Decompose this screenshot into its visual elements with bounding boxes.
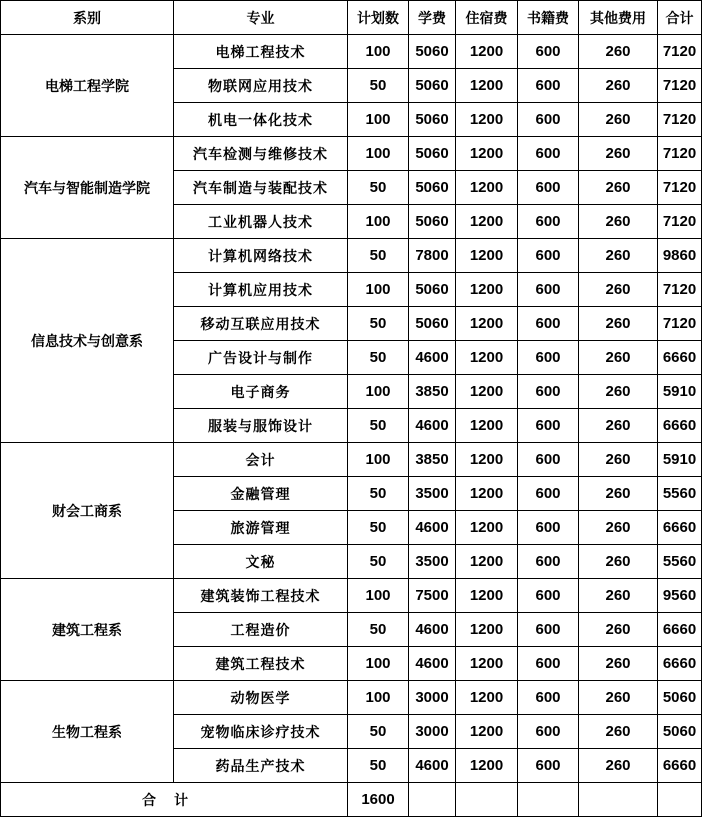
- books-cell: 600: [518, 409, 579, 443]
- dorm-cell: 1200: [456, 69, 518, 103]
- tuition-cell: 3000: [409, 681, 456, 715]
- dorm-cell: 1200: [456, 341, 518, 375]
- total-cell: 6660: [658, 409, 702, 443]
- header-total: 合计: [658, 1, 702, 35]
- dorm-cell: 1200: [456, 511, 518, 545]
- total-cell: 7120: [658, 35, 702, 69]
- footer-plan-total: 1600: [348, 783, 409, 817]
- plan-cell: 100: [348, 375, 409, 409]
- major-cell: 计算机网络技术: [174, 239, 348, 273]
- major-cell: 汽车制造与装配技术: [174, 171, 348, 205]
- books-cell: 600: [518, 341, 579, 375]
- tuition-cell: 5060: [409, 273, 456, 307]
- other-cell: 260: [579, 273, 658, 307]
- header-plan: 计划数: [348, 1, 409, 35]
- books-cell: 600: [518, 103, 579, 137]
- tuition-cell: 5060: [409, 205, 456, 239]
- plan-cell: 50: [348, 341, 409, 375]
- tuition-cell: 5060: [409, 137, 456, 171]
- footer-empty-cell: [456, 783, 518, 817]
- header-row: [1, 1, 702, 35]
- other-cell: 260: [579, 239, 658, 273]
- footer-empty-cell: [579, 783, 658, 817]
- books-cell: 600: [518, 579, 579, 613]
- dorm-cell: 1200: [456, 307, 518, 341]
- major-cell: 动物医学: [174, 681, 348, 715]
- other-cell: 260: [579, 35, 658, 69]
- table-body: [1, 35, 702, 783]
- major-cell: 计算机应用技术: [174, 273, 348, 307]
- other-cell: 260: [579, 715, 658, 749]
- table-row: [1, 137, 702, 171]
- tuition-cell: 7500: [409, 579, 456, 613]
- major-cell: 宠物临床诊疗技术: [174, 715, 348, 749]
- books-cell: 600: [518, 545, 579, 579]
- major-cell: 工程造价: [174, 613, 348, 647]
- books-cell: 600: [518, 647, 579, 681]
- tuition-cell: 4600: [409, 749, 456, 783]
- plan-cell: 100: [348, 443, 409, 477]
- other-cell: 260: [579, 307, 658, 341]
- dorm-cell: 1200: [456, 647, 518, 681]
- total-cell: 6660: [658, 647, 702, 681]
- dorm-cell: 1200: [456, 171, 518, 205]
- other-cell: 260: [579, 477, 658, 511]
- plan-cell: 50: [348, 307, 409, 341]
- header-tuition: 学费: [409, 1, 456, 35]
- major-cell: 药品生产技术: [174, 749, 348, 783]
- other-cell: 260: [579, 137, 658, 171]
- header-other: 其他费用: [579, 1, 658, 35]
- tuition-cell: 3000: [409, 715, 456, 749]
- books-cell: 600: [518, 511, 579, 545]
- plan-cell: 50: [348, 239, 409, 273]
- total-cell: 9560: [658, 579, 702, 613]
- major-cell: 建筑装饰工程技术: [174, 579, 348, 613]
- footer-total-label: 合计: [1, 783, 348, 817]
- dorm-cell: 1200: [456, 443, 518, 477]
- total-cell: 6660: [658, 511, 702, 545]
- total-cell: 7120: [658, 69, 702, 103]
- tuition-cell: 4600: [409, 647, 456, 681]
- header-dorm: 住宿费: [456, 1, 518, 35]
- other-cell: 260: [579, 511, 658, 545]
- other-cell: 260: [579, 443, 658, 477]
- plan-cell: 100: [348, 205, 409, 239]
- major-cell: 服装与服饰设计: [174, 409, 348, 443]
- major-cell: 旅游管理: [174, 511, 348, 545]
- total-cell: 7120: [658, 273, 702, 307]
- books-cell: 600: [518, 749, 579, 783]
- total-cell: 5910: [658, 443, 702, 477]
- major-cell: 金融管理: [174, 477, 348, 511]
- table-row: [1, 681, 702, 715]
- plan-cell: 50: [348, 511, 409, 545]
- major-cell: 文秘: [174, 545, 348, 579]
- table-row: [1, 443, 702, 477]
- books-cell: 600: [518, 239, 579, 273]
- footer-empty-cell: [518, 783, 579, 817]
- tuition-cell: 3500: [409, 477, 456, 511]
- plan-cell: 100: [348, 647, 409, 681]
- other-cell: 260: [579, 749, 658, 783]
- other-cell: 260: [579, 681, 658, 715]
- other-cell: 260: [579, 205, 658, 239]
- dorm-cell: 1200: [456, 273, 518, 307]
- dorm-cell: 1200: [456, 477, 518, 511]
- other-cell: 260: [579, 103, 658, 137]
- other-cell: 260: [579, 341, 658, 375]
- dorm-cell: 1200: [456, 409, 518, 443]
- other-cell: 260: [579, 171, 658, 205]
- books-cell: 600: [518, 137, 579, 171]
- books-cell: 600: [518, 375, 579, 409]
- plan-cell: 100: [348, 137, 409, 171]
- dorm-cell: 1200: [456, 545, 518, 579]
- total-cell: 5060: [658, 715, 702, 749]
- books-cell: 600: [518, 69, 579, 103]
- books-cell: 600: [518, 477, 579, 511]
- table-row: [1, 35, 702, 69]
- department-cell: 生物工程系: [1, 681, 174, 783]
- plan-cell: 100: [348, 579, 409, 613]
- tuition-cell: 4600: [409, 341, 456, 375]
- other-cell: 260: [579, 579, 658, 613]
- plan-cell: 50: [348, 69, 409, 103]
- plan-cell: 100: [348, 103, 409, 137]
- books-cell: 600: [518, 205, 579, 239]
- books-cell: 600: [518, 171, 579, 205]
- total-cell: 7120: [658, 307, 702, 341]
- plan-cell: 50: [348, 545, 409, 579]
- total-cell: 5910: [658, 375, 702, 409]
- total-cell: 6660: [658, 613, 702, 647]
- major-cell: 移动互联应用技术: [174, 307, 348, 341]
- dorm-cell: 1200: [456, 375, 518, 409]
- plan-cell: 50: [348, 613, 409, 647]
- other-cell: 260: [579, 647, 658, 681]
- dorm-cell: 1200: [456, 103, 518, 137]
- tuition-cell: 3850: [409, 375, 456, 409]
- other-cell: 260: [579, 613, 658, 647]
- dorm-cell: 1200: [456, 137, 518, 171]
- dorm-cell: 1200: [456, 681, 518, 715]
- total-cell: 7120: [658, 205, 702, 239]
- plan-cell: 50: [348, 171, 409, 205]
- other-cell: 260: [579, 409, 658, 443]
- dorm-cell: 1200: [456, 35, 518, 69]
- table-row: [1, 579, 702, 613]
- department-cell: 建筑工程系: [1, 579, 174, 681]
- major-cell: 机电一体化技术: [174, 103, 348, 137]
- footer-row: [1, 783, 702, 817]
- total-cell: 5060: [658, 681, 702, 715]
- other-cell: 260: [579, 375, 658, 409]
- tuition-cell: 5060: [409, 103, 456, 137]
- other-cell: 260: [579, 69, 658, 103]
- plan-cell: 50: [348, 715, 409, 749]
- department-cell: 财会工商系: [1, 443, 174, 579]
- table-row: [1, 239, 702, 273]
- tuition-cell: 5060: [409, 307, 456, 341]
- dorm-cell: 1200: [456, 715, 518, 749]
- major-cell: 电子商务: [174, 375, 348, 409]
- total-cell: 6660: [658, 341, 702, 375]
- tuition-cell: 4600: [409, 409, 456, 443]
- department-cell: 信息技术与创意系: [1, 239, 174, 443]
- plan-cell: 50: [348, 749, 409, 783]
- tuition-cell: 4600: [409, 613, 456, 647]
- tuition-cell: 7800: [409, 239, 456, 273]
- dorm-cell: 1200: [456, 613, 518, 647]
- tuition-cell: 4600: [409, 511, 456, 545]
- books-cell: 600: [518, 307, 579, 341]
- department-cell: 电梯工程学院: [1, 35, 174, 137]
- plan-cell: 100: [348, 35, 409, 69]
- total-cell: 5560: [658, 477, 702, 511]
- major-cell: 汽车检测与维修技术: [174, 137, 348, 171]
- header-books: 书籍费: [518, 1, 579, 35]
- tuition-cell: 5060: [409, 35, 456, 69]
- department-cell: 汽车与智能制造学院: [1, 137, 174, 239]
- plan-cell: 50: [348, 477, 409, 511]
- books-cell: 600: [518, 35, 579, 69]
- total-cell: 6660: [658, 749, 702, 783]
- header-dept: 系别: [1, 1, 174, 35]
- footer-empty-cell: [409, 783, 456, 817]
- footer-empty-cell: [658, 783, 702, 817]
- tuition-cell: 5060: [409, 171, 456, 205]
- dorm-cell: 1200: [456, 749, 518, 783]
- books-cell: 600: [518, 613, 579, 647]
- tuition-cell: 3850: [409, 443, 456, 477]
- dorm-cell: 1200: [456, 579, 518, 613]
- plan-cell: 100: [348, 273, 409, 307]
- tuition-cell: 3500: [409, 545, 456, 579]
- dorm-cell: 1200: [456, 205, 518, 239]
- major-cell: 会计: [174, 443, 348, 477]
- plan-cell: 100: [348, 681, 409, 715]
- tuition-cell: 5060: [409, 69, 456, 103]
- books-cell: 600: [518, 681, 579, 715]
- major-cell: 电梯工程技术: [174, 35, 348, 69]
- total-cell: 7120: [658, 103, 702, 137]
- major-cell: 物联网应用技术: [174, 69, 348, 103]
- other-cell: 260: [579, 545, 658, 579]
- total-cell: 7120: [658, 171, 702, 205]
- books-cell: 600: [518, 715, 579, 749]
- total-cell: 9860: [658, 239, 702, 273]
- books-cell: 600: [518, 273, 579, 307]
- total-cell: 7120: [658, 137, 702, 171]
- total-cell: 5560: [658, 545, 702, 579]
- plan-cell: 50: [348, 409, 409, 443]
- header-major: 专业: [174, 1, 348, 35]
- major-cell: 工业机器人技术: [174, 205, 348, 239]
- major-cell: 广告设计与制作: [174, 341, 348, 375]
- major-cell: 建筑工程技术: [174, 647, 348, 681]
- books-cell: 600: [518, 443, 579, 477]
- dorm-cell: 1200: [456, 239, 518, 273]
